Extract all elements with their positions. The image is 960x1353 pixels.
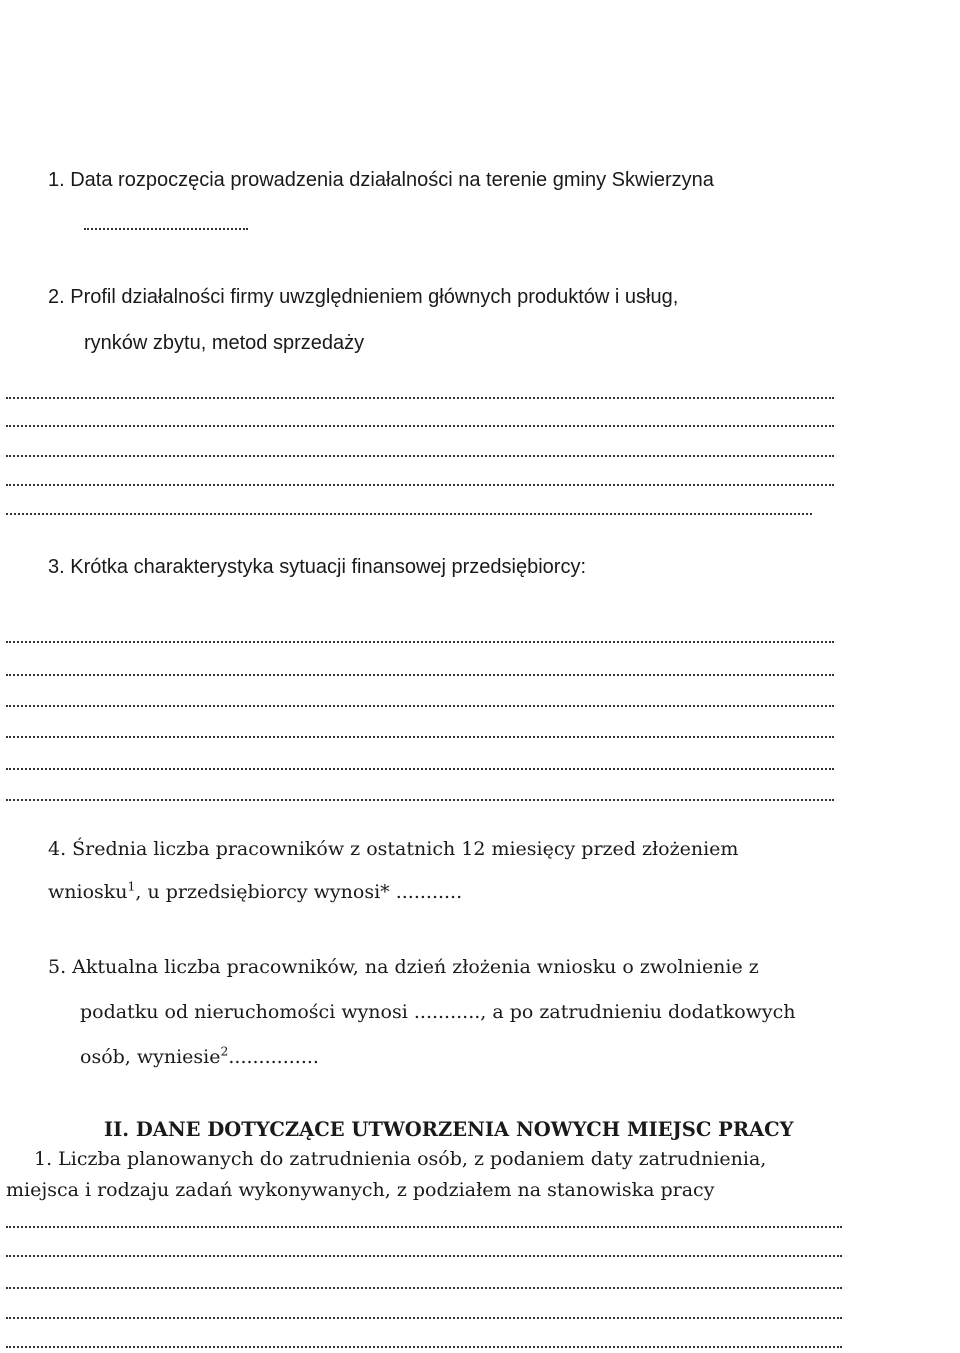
section-2-answer-line-5[interactable] (6, 1346, 842, 1348)
item-1-answer-field[interactable] (84, 228, 248, 230)
item-4-label-line-2 (48, 879, 463, 903)
item-2-label-line-1: 2. Profil działalności firmy uwzględnieniem głównych produktów i usług, (48, 286, 679, 308)
section-2-item-1-label-line-1: 1. Liczba planowanych do zatrudnienia osób, z podaniem daty zatrudnienia, (34, 1148, 767, 1170)
item-5-label-line-1: 5. Aktualna liczba pracowników, na dzień złożenia wniosku o zwolnienie z (48, 956, 759, 978)
item-5-label-line-3 (80, 1044, 319, 1068)
item-2-label-line-2: rynków zbytu, metod sprzedaży (84, 332, 365, 354)
item-3-answer-line-1[interactable] (6, 641, 834, 643)
item-5-current-value-field[interactable]: ........... (413, 1001, 481, 1023)
footnote-2-marker: 2 (220, 1044, 229, 1059)
item-5-after-value-field[interactable]: ............... (228, 1046, 319, 1068)
section-2-answer-line-3[interactable] (6, 1287, 842, 1289)
item-5-label-part-c: osób, wyniesie (80, 1046, 221, 1068)
item-2-answer-line-5[interactable] (6, 513, 812, 515)
section-2-answer-line-2[interactable] (6, 1255, 842, 1257)
item-4-label-part-b: , u przedsiębiorcy wynosi* (135, 881, 396, 903)
section-2-item-1-label-line-2: miejsca i rodzaju zadań wykonywanych, z podziałem na stanowiska pracy (6, 1179, 715, 1201)
item-2-answer-line-1[interactable] (6, 397, 834, 399)
item-4-label-line-1: 4. Średnia liczba pracowników z ostatnich 12 miesięcy przed złożeniem (48, 838, 739, 860)
item-3-answer-line-2[interactable] (6, 674, 834, 676)
section-2-heading: II. DANE DOTYCZĄCE UTWORZENIA NOWYCH MIEJSC PRACY (104, 1118, 794, 1141)
item-4-label-part-a: wniosku (48, 881, 128, 903)
item-3-answer-line-3[interactable] (6, 705, 834, 707)
item-3-answer-line-6[interactable] (6, 799, 834, 801)
item-2-answer-line-4[interactable] (6, 484, 834, 486)
section-2-answer-line-4[interactable] (6, 1317, 842, 1319)
item-1-label: 1. Data rozpoczęcia prowadzenia działalności na terenie gminy Skwierzyna (48, 169, 714, 191)
footnote-1-marker: 1 (127, 879, 136, 894)
item-3-answer-line-4[interactable] (6, 736, 834, 738)
item-3-label: 3. Krótka charakterystyka sytuacji finansowej przedsiębiorcy: (48, 556, 587, 578)
section-2-answer-line-1[interactable] (6, 1226, 842, 1228)
item-5-label-part-b: , a po zatrudnieniu dodatkowych (480, 1001, 796, 1023)
item-5-label-part-a: podatku od nieruchomości wynosi (80, 1001, 414, 1023)
item-4-value-field[interactable]: ........... (395, 881, 463, 903)
item-2-answer-line-3[interactable] (6, 455, 834, 457)
item-3-answer-line-5[interactable] (6, 768, 834, 770)
item-2-answer-line-2[interactable] (6, 425, 834, 427)
item-5-label-line-2 (80, 1003, 796, 1022)
